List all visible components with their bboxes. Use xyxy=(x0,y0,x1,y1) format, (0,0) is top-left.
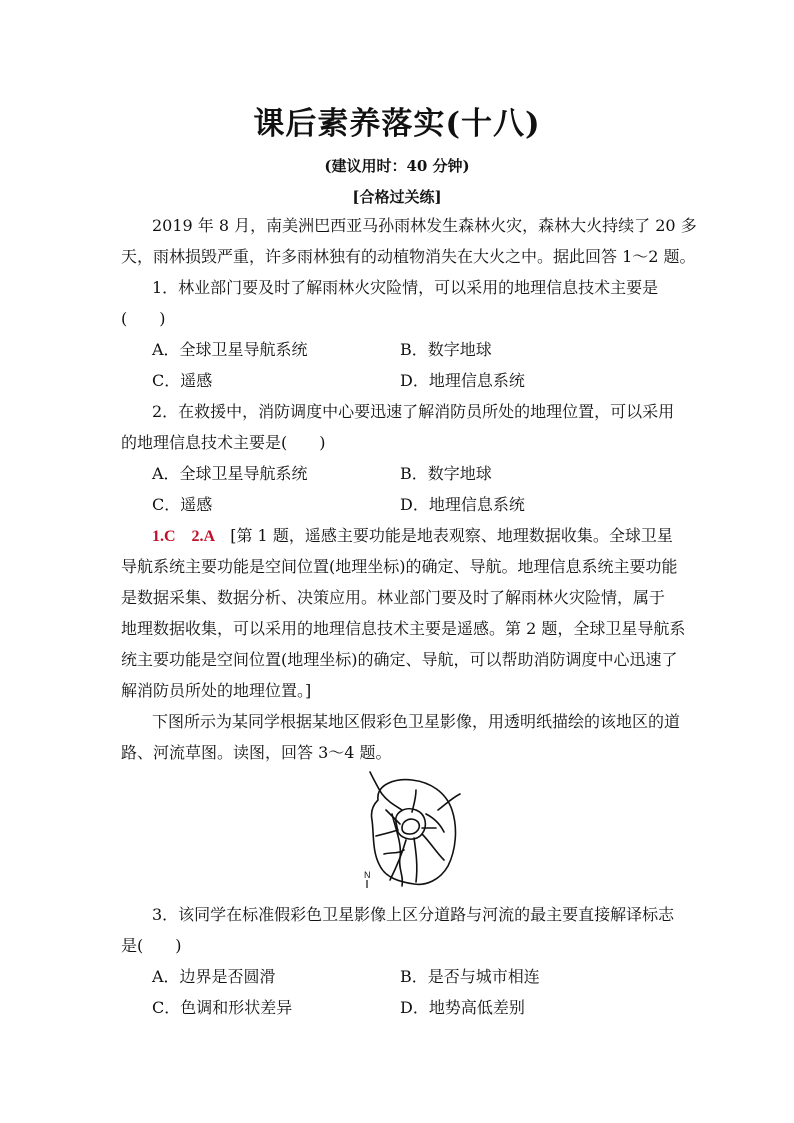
q1-option-a: A．全球卫星导航系统 xyxy=(152,340,308,359)
answer12-text-1: [第 1 题，遥感主要功能是地表观察、地理数据收集。全球卫星 xyxy=(230,526,673,545)
answer12-line-5: 统主要功能是空间位置(地理坐标)的确定、导航，可以帮助消防调度中心迅速了 xyxy=(121,650,678,669)
q1-stem-line-2: ( ) xyxy=(121,309,166,328)
q2-stem-line-2: 的地理信息技术主要是( ) xyxy=(121,433,326,452)
intro-line-1: 2019 年 8 月，南美洲巴西亚马孙雨林发生森林火灾，森林大火持续了 20 多 xyxy=(152,216,697,235)
q3-option-b: B．是否与城市相连 xyxy=(400,967,540,986)
q1-option-d: D．地理信息系统 xyxy=(400,371,525,390)
q2-option-d: D．地理信息系统 xyxy=(400,495,525,514)
answer12-line-1 xyxy=(152,525,712,548)
time-hint: (建议用时：40 分钟) xyxy=(324,157,470,175)
q3-option-d: D．地势高低差别 xyxy=(400,998,525,1017)
page-title: 课后素养落实(十八) xyxy=(253,106,541,142)
answer12-line-6: 解消防员所处的地理位置。] xyxy=(121,681,312,700)
sketch-map-svg xyxy=(356,770,466,890)
q3-option-c: C．色调和形状差异 xyxy=(152,998,293,1017)
answer12-line-2: 导航系统主要功能是空间位置(地理坐标)的确定、导航。地理信息系统主要功能 xyxy=(121,557,678,576)
q1-option-b: B．数字地球 xyxy=(400,340,492,359)
section-heading: [合格过关练] xyxy=(352,188,442,206)
q1-option-c: C．遥感 xyxy=(152,371,213,390)
answer12-line-3: 是数据采集、数据分析、决策应用。林业部门要及时了解雨林火灾险情，属于 xyxy=(121,588,666,607)
q3-stem-line-1: 3．该同学在标准假彩色卫星影像上区分道路与河流的最主要直接解译标志 xyxy=(152,905,675,924)
q1-stem-line-1: 1．林业部门要及时了解雨林火灾险情，可以采用的地理信息技术主要是 xyxy=(152,278,659,297)
q2-stem-line-1: 2．在救援中，消防调度中心要迅速了解消防员所处的地理位置，可以采用 xyxy=(152,402,675,421)
q3-stem-line-2: 是( ) xyxy=(121,936,182,955)
intro-line-2: 天，雨林损毁严重，许多雨林独有的动植物消失在大火之中。据此回答 1～2 题。 xyxy=(121,247,696,266)
answer12-key: 1.C 2.A xyxy=(152,528,216,545)
q2-option-c: C．遥感 xyxy=(152,495,213,514)
answer12-line-4: 地理数据收集，可以采用的地理信息技术主要是遥感。第 2 题，全球卫星导航系 xyxy=(121,619,686,638)
q2-option-b: B．数字地球 xyxy=(400,464,492,483)
road-river-sketch-map xyxy=(356,770,466,890)
intro2-line-2: 路、河流草图。读图，回答 3～4 题。 xyxy=(121,743,392,762)
north-label: N xyxy=(364,870,371,880)
intro2-line-1: 下图所示为某同学根据某地区假彩色卫星影像，用透明纸描绘的该地区的道 xyxy=(152,712,681,731)
q2-option-a: A．全球卫星导航系统 xyxy=(152,464,308,483)
q3-option-a: A．边界是否圆滑 xyxy=(152,967,276,986)
